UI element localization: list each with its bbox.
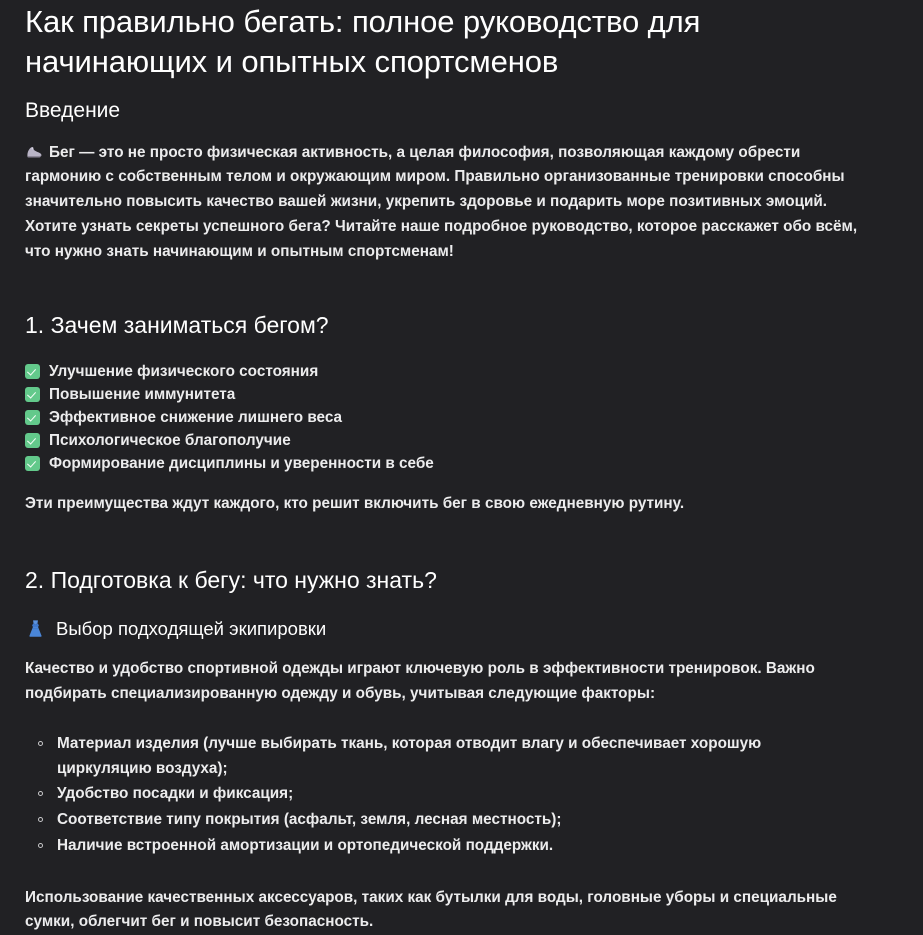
running-shoe-icon <box>25 144 42 159</box>
benefit-label: Эффективное снижение лишнего веса <box>49 408 343 426</box>
benefit-label: Улучшение физического состояния <box>49 362 319 380</box>
list-item: Наличие встроенной амортизации и ортопедической поддержки. <box>57 834 817 859</box>
list-item: Соответствие типу покрытия (асфальт, земля, лесная местность); <box>57 808 817 833</box>
list-item <box>25 406 898 429</box>
equipment-heading-label: Выбор подходящей экипировки <box>56 618 327 640</box>
benefit-label: Психологическое благополучие <box>49 431 291 449</box>
check-icon <box>25 410 40 425</box>
equipment-factors-list <box>25 732 898 859</box>
check-icon <box>25 433 40 448</box>
section-1-closing-paragraph: Эти преимущества ждут каждого, кто решит включить бег в свою ежедневную рутину. <box>25 494 685 512</box>
list-item <box>25 383 898 406</box>
check-icon <box>25 387 40 402</box>
intro-paragraph <box>25 141 870 265</box>
section-2-heading: 2. Подготовка к бегу: что нужно знать? <box>25 566 437 593</box>
benefit-label: Формирование дисциплины и уверенности в себе <box>49 454 434 472</box>
list-item <box>25 360 898 383</box>
list-item: Материал изделия (лучше выбирать ткань, которая отводит влагу и обеспечивает хорошую циркуляцию воздуха); <box>57 732 817 782</box>
section-1-heading: 1. Зачем заниматься бегом? <box>25 312 329 339</box>
list-item <box>25 452 898 475</box>
equipment-closing-paragraph: Использование качественных аксессуаров, таких как бутылки для воды, головные уборы и специальные сумки, облегчит бег и повысит безопасность. <box>25 888 837 931</box>
intro-heading: Введение <box>25 99 121 123</box>
equipment-intro-paragraph: Качество и удобство спортивной одежды играют ключевую роль в эффективности тренировок. Важно подбирать специализированную одежду и обувь, учитывая следующие факторы: <box>25 660 815 703</box>
check-icon <box>25 364 40 379</box>
check-icon <box>25 456 40 471</box>
list-item <box>25 429 898 452</box>
dress-icon <box>25 618 46 640</box>
benefits-list <box>25 360 898 475</box>
intro-paragraph-text: Бег — это не просто физическая активность, а целая философия, позволяющая каждому обрести гармонию с собственным телом и окружающим миром. Правильно организованные тренировки способны значительно повысить качество вашей жизни, укрепить здоровье и подарить море позитивных эмоций. Хотите узнать секреты успешного бега? Читайте наше подробное руководство, которое расскажет обо всём, что нужно знать начинающим и опытным спортсменам! <box>25 143 858 260</box>
list-item: Удобство посадки и фиксация; <box>57 782 817 807</box>
equipment-heading <box>25 618 898 640</box>
benefit-label: Повышение иммунитета <box>49 385 236 403</box>
page-title: Как правильно бегать: полное руководство для начинающих и опытных спортсменов <box>25 4 701 79</box>
